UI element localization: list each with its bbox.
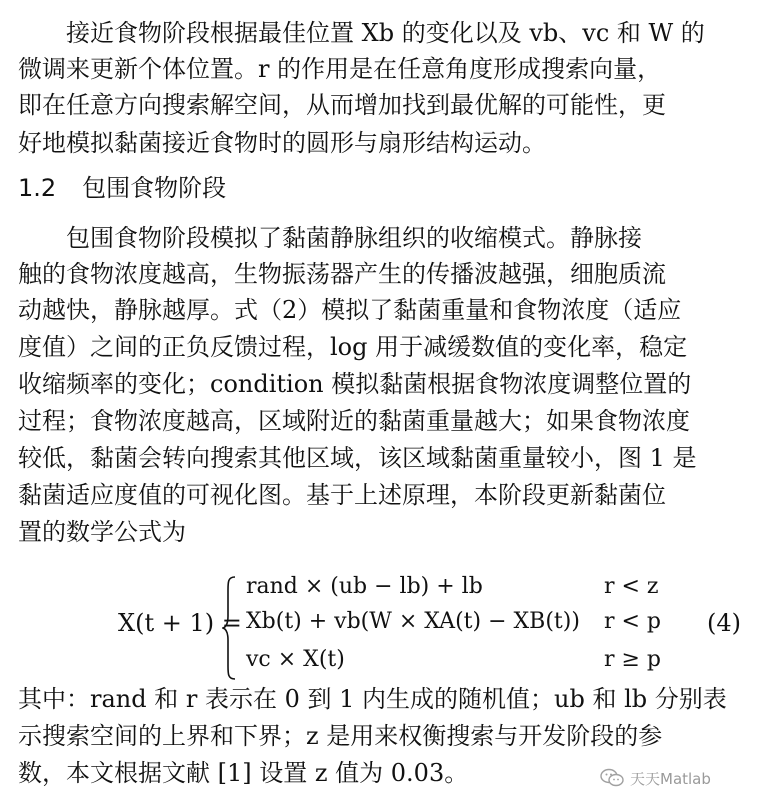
wechat-icon (600, 768, 624, 788)
equation-number: (4) (707, 609, 741, 637)
paragraph-2-line-1: 包围食物阶段模拟了黏菌静脉组织的收缩模式。静脉接 (66, 224, 642, 252)
paragraph-2-line-8: 黏菌适应度值的可视化图。基于上述原理，本阶段更新黏菌位 (18, 481, 666, 509)
equation-lhs: X(t + 1) = (118, 609, 242, 637)
equation-condition-2: r < p (604, 609, 662, 634)
watermark (600, 764, 711, 792)
equation-case-2: Xb(t) + vb(W × XA(t) − XB(t)) (246, 609, 580, 634)
paragraph-2-line-6: 过程；食物浓度越高，区域附近的黏菌重量越大；如果食物浓度 (18, 407, 690, 435)
equation-case-3: vc × X(t) (246, 647, 345, 672)
section-heading (18, 172, 226, 204)
left-brace (222, 576, 236, 680)
equation-condition-1: r < z (604, 574, 659, 599)
watermark-text: 天天Matlab (630, 769, 711, 788)
paragraph-3-line-3: 数，本文根据文献 [1] 设置 z 值为 0.03。 (18, 759, 469, 787)
paragraph-2-line-5: 收缩频率的变化；condition 模拟黏菌根据食物浓度调整位置的 (18, 370, 692, 398)
equation-case-1: rand × (ub − lb) + lb (246, 574, 483, 599)
paragraph-1-line-2: 微调来更新个体位置。r 的作用是在任意角度形成搜索向量， (18, 55, 662, 83)
paragraph-2-line-9: 置的数学公式为 (18, 518, 186, 546)
paragraph-1-line-4: 好地模拟黏菌接近食物时的圆形与扇形结构运动。 (18, 129, 546, 157)
paragraph-1-line-3: 即在任意方向搜索解空间，从而增加找到最优解的可能性，更 (18, 91, 666, 119)
paragraph-2-line-3: 动越快，静脉越厚。式（2）模拟了黏菌重量和食物浓度（适应 (18, 296, 682, 324)
paragraph-2-line-7: 较低，黏菌会转向搜索其他区域，该区域黏菌重量较小，图 1 是 (18, 444, 697, 472)
paragraph-3-line-1: 其中：rand 和 r 表示在 0 到 1 内生成的随机值；ub 和 lb 分别表 (18, 685, 727, 713)
paragraph-1-line-1: 接近食物阶段根据最佳位置 Xb 的变化以及 vb、vc 和 W 的 (66, 19, 705, 47)
equation-condition-3: r ≥ p (604, 647, 662, 672)
section-number: 1.2 (18, 174, 57, 202)
paragraph-3-line-2: 示搜索空间的上界和下界；z 是用来权衡搜索与开发阶段的参 (18, 722, 663, 750)
paragraph-2-line-2: 触的食物浓度越高，生物振荡器产生的传播波越强，细胞质流 (18, 260, 666, 288)
section-title: 包围食物阶段 (82, 174, 227, 202)
paragraph-2-line-4: 度值）之间的正负反馈过程，log 用于减缓数值的变化率，稳定 (18, 333, 688, 361)
